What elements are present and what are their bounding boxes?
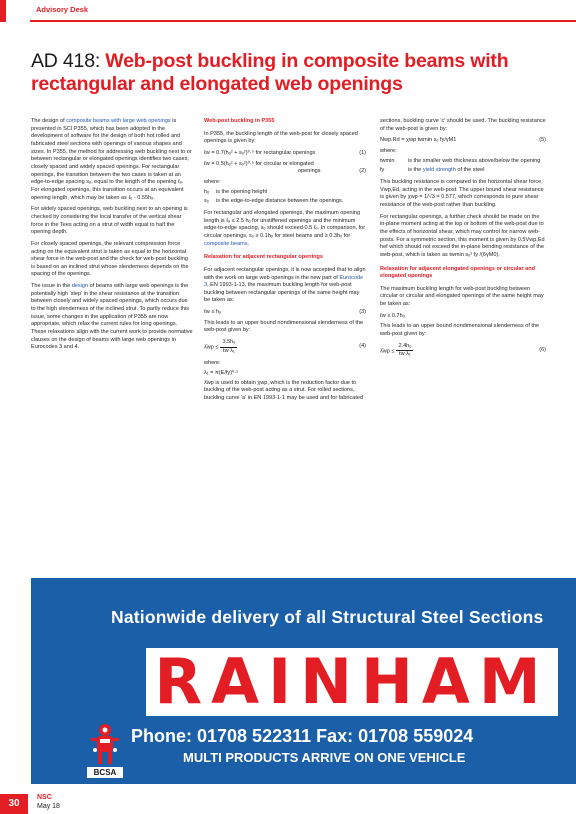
paragraph: In P355, the buckling length of the web-post for closely spaced openings is given by: — [204, 130, 358, 145]
column-2 — [204, 118, 366, 407]
definition-text — [408, 167, 485, 175]
column-3 — [380, 118, 546, 364]
equation-6: ℓw ≤ 0.7hₒ — [380, 312, 405, 319]
equation-number: (4) — [359, 343, 366, 350]
equation-text: openings — [298, 168, 321, 175]
where-label: where: — [204, 360, 221, 367]
equation-text: ℓw ≤ hₒ — [204, 309, 222, 316]
definition-text: is the edge-to-edge distance between the openings. — [216, 198, 344, 205]
link-composite-beams[interactable]: composite beams with large web openings — [66, 118, 171, 124]
advert-tagline: MULTI PRODUCTS ARRIVE ON ONE VEHICLE — [183, 750, 466, 765]
definition-text: is the smaller web thickness above/below the opening — [408, 157, 541, 164]
advertisement[interactable] — [31, 578, 576, 784]
equation-lhs: λ̄wp ≤ — [204, 344, 219, 351]
header-accent — [0, 0, 6, 22]
equation-number: (3) — [359, 309, 366, 316]
subheading: Relaxation for adjacent rectangular openings — [204, 254, 323, 261]
text: of beams with large web openings is the potentially high 'step' in the shear resistance at the transition between closely and widely spaced openings, which occurs due to the high slenderness of the inclined strut. To partly reduce this issue, some changes in the application of P355 are now appropriate, which relax the current rules for long openings. These relaxations align with the current work to provide normative clauses on the design of beams with large web openings in Eurocodes 3 and 4. — [31, 283, 193, 351]
fraction — [220, 339, 237, 355]
header-bar — [0, 0, 576, 22]
link-design[interactable]: design — [71, 283, 89, 290]
link-composite-beams[interactable]: composite beams — [204, 240, 248, 247]
equation-lhs: λ̄wp ≤ — [380, 348, 395, 355]
paragraph — [204, 210, 366, 248]
definition-text: is the opening height — [216, 188, 268, 195]
paragraph: For closely spaced openings, the relevant compression force acting on the equivalent strut is taken as equal to the horizontal shear force in the web-post and the check for web-post buckling is based on an inclined strut whose slenderness depends on the spacing of the openings. — [31, 240, 189, 278]
paragraph: For rectangular openings, a further check should be made on the in-plane moment acting at the top or bottom of the web-post due to the effects of horizontal shear, which may control for narrow web-posts. For a symmetric section, this moment is given by 0.5Vwp,Ed hef which should not exceed the in-plane bending resistance of the web-post, which is taken as twmin sₒ² fy /(6γM0). — [380, 213, 545, 258]
advert-phone[interactable]: Phone: 01708 522311 Fax: 01708 559024 — [131, 726, 474, 746]
denominator: tw λ₁ — [223, 347, 235, 354]
paragraph — [204, 267, 366, 305]
text: . — [247, 240, 250, 247]
equation-5 — [380, 137, 546, 145]
equation-number: (2) — [359, 168, 366, 175]
where-label: where: — [380, 147, 397, 154]
equation-number: (5) — [539, 137, 546, 144]
advert-brand: RAINHAM — [154, 645, 550, 718]
text: The design of — [31, 118, 67, 124]
page-number: 30 — [0, 794, 28, 814]
subheading: Web-post buckling in P355 — [204, 118, 275, 124]
article-title-text: Web-post buckling in composite beams with rectangular and elongated web openings — [31, 50, 509, 95]
issue-date: May 18 — [37, 803, 60, 810]
definition — [380, 167, 546, 175]
paragraph: This leads to an upper bound nondimensional slenderness of the web-post given by: — [380, 323, 540, 338]
denominator: tw λ₁ — [399, 351, 411, 358]
bcsa-logo — [87, 720, 123, 778]
symbol: sₒ — [204, 198, 209, 205]
subheading: Relaxation for adjacent elongated openings or circular and elongated openings — [380, 265, 536, 280]
text: of the steel — [455, 167, 485, 174]
symbol: twmin — [380, 157, 395, 164]
equation-3 — [204, 309, 366, 317]
section-label: Advisory Desk — [36, 5, 89, 14]
article-number: AD 418: — [31, 50, 106, 72]
fraction — [396, 343, 413, 359]
paragraph: For widely spaced openings, web buckling next to an opening is checked by considering the local transfer of the vertical shear force in the Tees acting on a strut of width equal to half the opening depth. — [31, 206, 188, 236]
link-yield-strength[interactable]: yield strength — [422, 167, 456, 174]
article-title — [31, 50, 561, 96]
text: The issue in the — [31, 283, 72, 290]
text: is presented in SCI P355, which has been adopted in the development of software for the design of both hot rolled and fabricated steel sections with openings of various shapes and sizes. In P355, the method for addressing web buckling next to or between rectangular or elongated openings identifies two cases; closely spaced and widely spaced openings. For rectangular openings, the transition between the two cases is taken at an edge-to-edge spacing sₒ, equal to the length of the opening ℓₒ. For elongated openings, this transition occurs at an equivalent opening length, which may be taken as ℓₒ - 0.55hₒ. — [31, 118, 192, 201]
symbol: hₒ — [204, 188, 210, 195]
paragraph — [31, 283, 193, 352]
text: , EN 1993-1-13, the maximum buckling length for web-post buckling between rectangular openings of the same height may be taken as: — [204, 282, 360, 304]
equation-7 — [380, 343, 546, 359]
text: For adjacent rectangular openings, it is now accepted that to align with the work on large web openings in the new part of — [204, 266, 366, 281]
equation-2-cont — [204, 168, 366, 176]
equation-4 — [204, 339, 366, 355]
definition: λ₁ = π(E/fy)⁰·⁵ — [204, 370, 239, 377]
definition — [204, 198, 366, 206]
text: For rectangular and elongated openings, the maximum opening length is ℓₒ ≤ 2.5 hₒ for unstiffened openings and the minimum edge-to-edge spacing, sₒ should exceed 0.5 ℓₒ. In comparison, for circular openings, sₒ ≥ 0.1hₒ for steel beams and ≥ 0.3hₒ for — [204, 209, 366, 239]
bcsa-label: BCSA — [87, 767, 123, 778]
paragraph — [31, 118, 193, 202]
header-rule — [30, 20, 576, 22]
paragraph: sections, buckling curve 'c' should be used. The buckling resistance of the web-post is given by: — [380, 118, 546, 132]
paragraph: This buckling resistance is compared to the horizontal shear force, Vwp,Ed, acting in the web-post. The upper bound shear resistance is given by χwp = 1/√3 = 0.577, which corresponds to pure shear resistance of the web-post rather than buckling. — [380, 178, 544, 208]
equation-text: ℓw = 0.7(hₒ² + sₒ²)⁰·⁵ for rectangular openings — [204, 149, 316, 156]
paragraph: The maximum buckling length for web-post buckling between circular or circular and elongated openings of the same height may be taken as: — [380, 285, 544, 308]
paragraph: λ̄wp is used to obtain χwp, which is the reduction factor due to buckling of the web-post acting as a strut. For rolled sections, buckling curve 'a' in EN 1993-1-1 may be used and for fabricated — [204, 379, 364, 402]
equation-number: (1) — [359, 149, 366, 156]
numerator: 2.4hₒ — [396, 343, 413, 352]
where-label: where: — [204, 178, 221, 185]
equation-fraction — [380, 343, 415, 359]
equation-1 — [204, 150, 366, 158]
equation-text: Nwp,Rd = χwp twmin sₒ fy/γM1 — [380, 137, 457, 144]
text: is the — [408, 167, 423, 174]
paragraph: This leads to an upper bound nondimensional slenderness of the web-post given by: — [204, 319, 364, 334]
column-1 — [31, 118, 193, 356]
equation-fraction — [204, 339, 239, 355]
advert-headline: Nationwide delivery of all Structural Steel Sections — [111, 607, 544, 627]
mascot-icon — [87, 720, 123, 768]
equation-number: (6) — [539, 347, 546, 354]
magazine-name: NSC — [37, 794, 52, 801]
link-eurocode-3[interactable]: Eurocode 3 — [204, 274, 364, 289]
equation-2 — [204, 161, 366, 169]
definition — [380, 158, 546, 166]
equation-text: ℓw = 0.5(hₒ² + sₒ²)⁰·⁵ for circular or elongated — [204, 160, 314, 167]
symbol: fy — [380, 167, 385, 174]
definition — [204, 189, 366, 197]
numerator: 3.5hₒ — [220, 339, 237, 348]
